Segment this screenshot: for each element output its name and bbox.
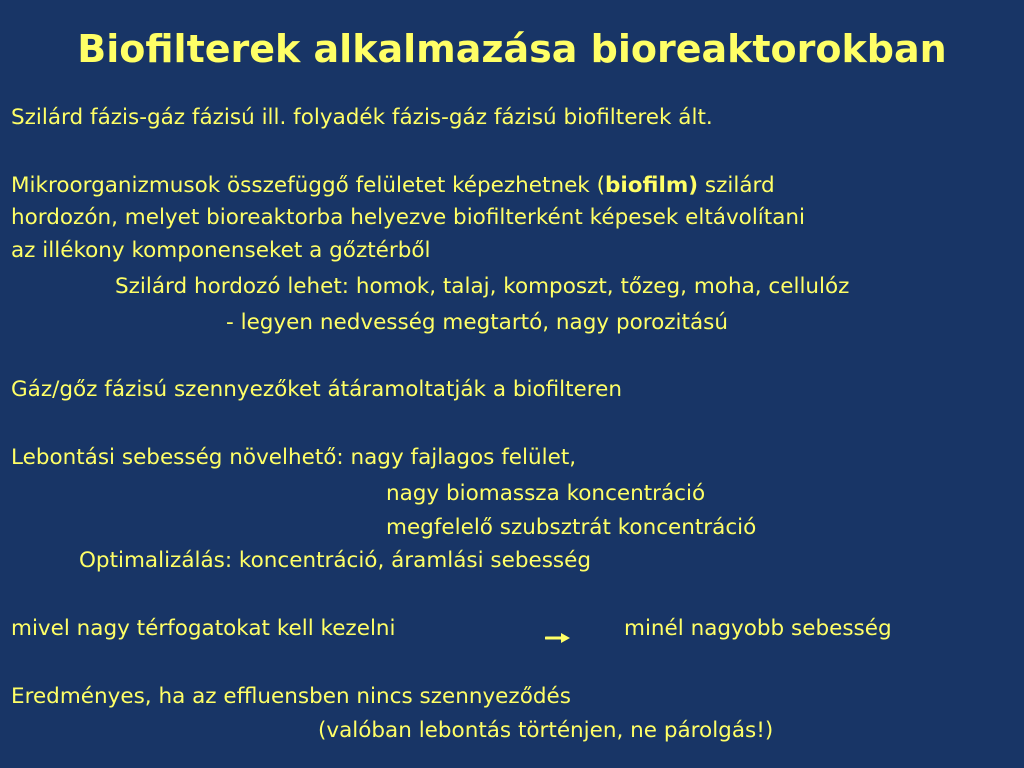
text-line-4: az illékony komponenseket a gőztérből [11, 238, 431, 263]
text-line-3: hordozón, melyet bioreaktorba helyezve biofilterként képesek eltávolítani [11, 205, 805, 230]
text-line-2-post: szilárd [698, 173, 775, 198]
text-line-2-pre: Mikroorganizmusok összefüggő felületet képezhetnek ( [11, 173, 605, 198]
text-line-6: - legyen nedvesség megtartó, nagy porozitású [226, 310, 728, 335]
right-arrow-icon [545, 631, 571, 645]
text-line-11: Optimalizálás: koncentráció, áramlási sebesség [79, 548, 592, 573]
text-line-9: nagy biomassza koncentráció [386, 481, 706, 506]
text-line-10: megfelelő szubsztrát koncentráció [386, 515, 757, 540]
text-line-13: Eredményes, ha az effluensben nincs szennyeződés [11, 684, 571, 709]
text-line-14: (valóban lebontás történjen, ne párolgás!) [318, 718, 774, 743]
text-line-7: Gáz/gőz fázisú szennyezőket átáramoltatják a biofilteren [11, 377, 622, 402]
text-line-12-left: mivel nagy térfogatokat kell kezelni [11, 616, 396, 641]
text-line-8: Lebontási sebesség növelhető: nagy fajlagos felület, [11, 445, 577, 470]
slide-title: Biofilterek alkalmazása bioreaktorokban [77, 27, 947, 71]
text-line-12-right: minél nagyobb sebesség [624, 616, 892, 641]
text-line-5: Szilárd hordozó lehet: homok, talaj, komposzt, tőzeg, moha, cellulóz [115, 274, 850, 299]
text-line-1: Szilárd fázis-gáz fázisú ill. folyadék fázis-gáz fázisú biofilterek ált. [11, 105, 713, 130]
text-line-2 [11, 171, 775, 201]
biofilm-term: biofilm) [604, 173, 699, 198]
